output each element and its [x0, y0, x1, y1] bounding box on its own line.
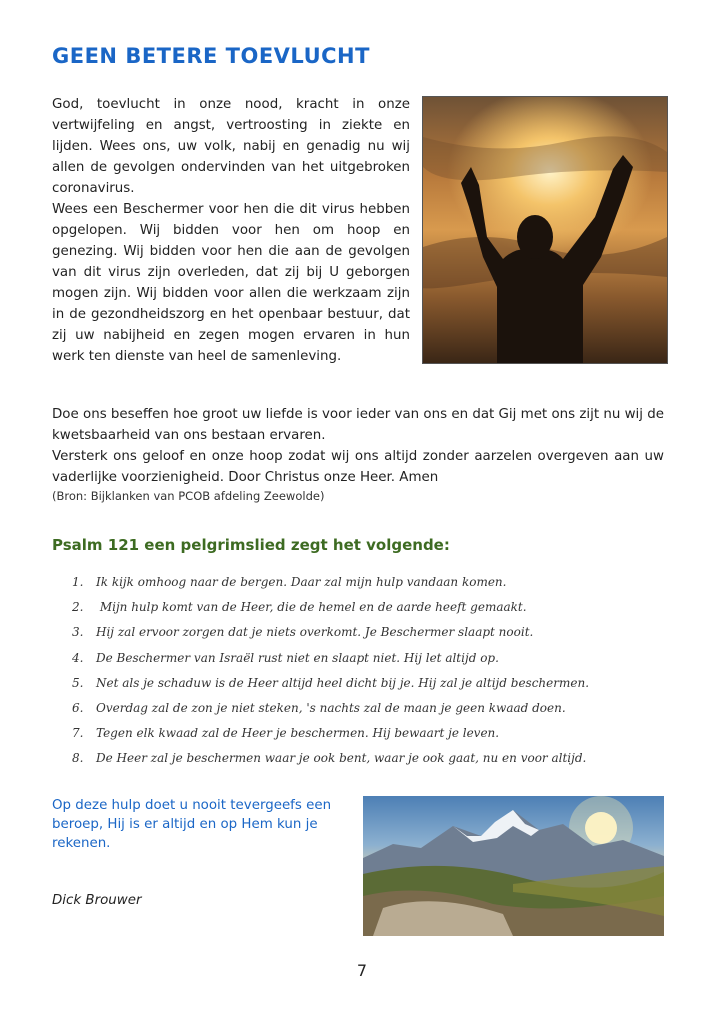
psalm-verse-3	[72, 620, 672, 645]
verse-text: Net als je schaduw is de Heer altijd heel dicht bij je. Hij zal je altijd beschermen.	[96, 675, 590, 690]
verse-number: 6.	[72, 700, 84, 715]
page-title: GEEN BETERE TOEVLUCHT	[52, 44, 370, 68]
verse-number: 4.	[72, 650, 84, 665]
prayer-paragraph-3: Doe ons beseffen hoe groot uw liefde is voor ieder van ons en dat Gij met ons zijt nu wij de kwetsbaarheid van ons bestaan ervaren.	[52, 407, 664, 443]
psalm-verse-4	[72, 646, 672, 671]
verse-text: Overdag zal de zon je niet steken, 's nachts zal de maan je geen kwaad doen.	[96, 700, 566, 715]
psalm-verse-6	[72, 696, 672, 721]
verse-number: 1.	[72, 575, 84, 589]
verse-text: De Heer zal je beschermen waar je ook bent, waar je ook gaat, nu en voor altijd.	[96, 751, 587, 766]
psalm-verse-1	[72, 570, 672, 595]
verse-text: Hij zal ervoor zorgen dat je niets overkomt. Je Beschermer slaapt nooit.	[96, 625, 534, 640]
verse-text: Ik kijk omhoog naar de bergen. Daar zal mijn hulp vandaan komen.	[96, 575, 507, 589]
verse-number: 8.	[72, 751, 84, 766]
prayer-text-top	[52, 94, 410, 367]
prayer-paragraph-1: God, toevlucht in onze nood, kracht in onze vertwijfeling en angst, vertroosting in ziekte en lijden. Wees ons, uw volk, nabij en genadig nu wij allen de gevolgen ondervinden van het uitgebroken coronavirus.	[52, 97, 410, 196]
verse-text: Tegen elk kwaad zal de Heer je beschermen. Hij bewaart je leven.	[96, 726, 500, 741]
mountain-sunrise-photo	[363, 796, 664, 936]
mountain-landscape	[363, 796, 664, 936]
closing-text: Op deze hulp doet u nooit tevergeefs een beroep, Hij is er altijd en op Hem kun je rekenen.	[52, 798, 332, 851]
verse-number: 5.	[72, 675, 84, 690]
psalm-verse-2	[72, 595, 672, 620]
sunset-praying-photo	[422, 96, 668, 364]
verse-number: 2.	[72, 600, 84, 615]
psalm-verse-8	[72, 746, 672, 771]
verse-number: 7.	[72, 726, 84, 741]
prayer-text-bottom	[52, 404, 664, 505]
page-number: 7	[356, 961, 368, 980]
psalm-verse-7	[72, 721, 672, 746]
prayer-paragraph-4: Versterk ons geloof en onze hoop zodat wij ons altijd zonder aarzelen overgeven aan uw vaderlijke voorzienigheid. Door Christus onze Heer. Amen	[52, 449, 664, 485]
author-name: Dick Brouwer	[52, 893, 142, 908]
prayer-paragraph-2: Wees een Beschermer voor hen die dit virus hebben opgelopen. Wij bidden voor hen om hoop en genezing. Wij bidden voor hen die aan de gevolgen van dit virus zijn overleden, dat zij bij U geborgen mogen zijn. Wij bidden voor allen die werkzaam zijn in de gezondheidszorg en het openbaar bestuur, dat zij uw nabijheid en zegen mogen ervaren in hun werk ten dienste van heel de samenleving.	[52, 202, 410, 364]
source-citation: (Bron: Bijklanken van PCOB afdeling Zeewolde)	[52, 489, 325, 503]
psalm-heading: Psalm 121 een pelgrimslied zegt het volgende:	[52, 536, 450, 554]
raised-arms-silhouette	[423, 97, 667, 363]
verse-text: De Beschermer van Israël rust niet en slaapt niet. Hij let altijd op.	[96, 650, 499, 665]
verse-text: Mijn hulp komt van de Heer, die de hemel en de aarde heeft gemaakt.	[96, 600, 527, 615]
psalm-verse-5	[72, 671, 672, 696]
psalm-verse-list	[72, 570, 672, 772]
verse-number: 3.	[72, 625, 84, 640]
